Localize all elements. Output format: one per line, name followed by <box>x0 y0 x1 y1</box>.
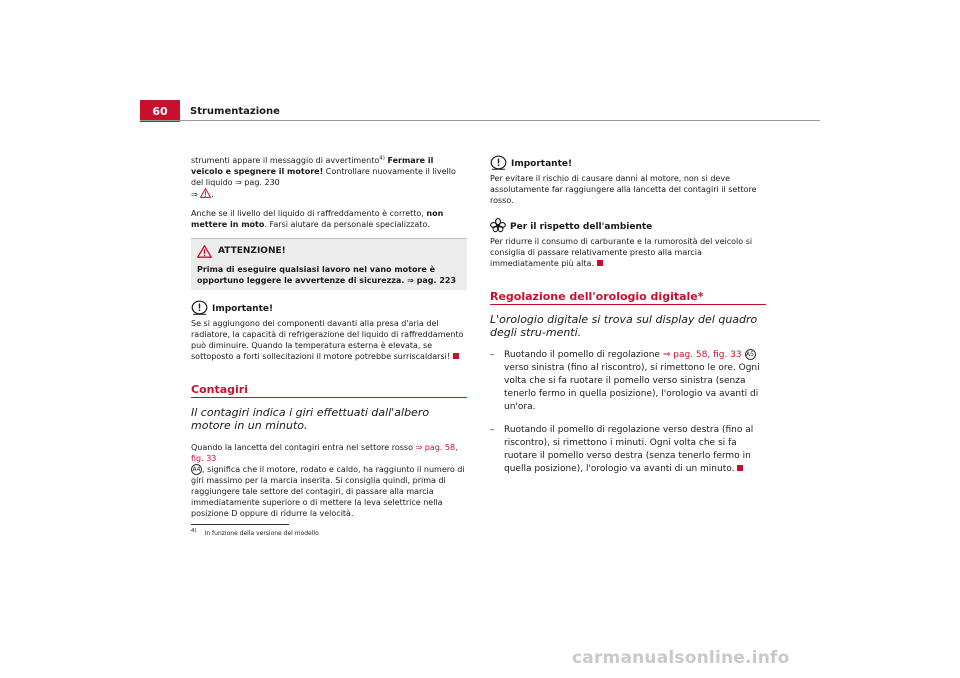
flower-icon <box>490 218 506 233</box>
text: Se si aggiungono dei componenti davanti alla presa d'aria del radiatore, la capacità di refrigerazione del liquido di raffreddamento può diminuire. Quando la temperatura esterna è elevata, se sottoposto a forti sollecitazioni il motore potrebbe surriscaldarsi! <box>191 319 464 361</box>
note-text <box>191 318 467 362</box>
text: Ruotando il pomello di regolazione verso destra (fino al riscontro), si rimettono i minuti. Ogni volta che si fa ruotare il pomello verso destra (senza tenerlo fermo in quella posizione), l'orologio va avanti di un minuto. <box>504 425 754 474</box>
important-note <box>191 300 467 362</box>
warning-triangle-icon <box>197 245 212 258</box>
paragraph-contagiri <box>191 442 467 519</box>
warning-title: ATTENZIONE! <box>218 246 286 256</box>
instruction-step-1 <box>490 349 766 414</box>
figure-label: A4 <box>192 466 201 473</box>
text: strumenti appare il messaggio di avvertimento <box>191 156 380 165</box>
note-header <box>490 218 766 233</box>
section-title-orologio: Regolazione dell'orologio digitale* <box>490 291 766 305</box>
step-text <box>504 424 766 476</box>
end-marker <box>453 353 459 359</box>
dash: – <box>490 350 495 360</box>
exclamation-circle-icon <box>191 300 208 315</box>
note-title: Importante! <box>511 159 573 169</box>
text: . <box>211 190 214 199</box>
section-subtitle: L'orologio digitale si trova sul display del quadro degli stru-menti. <box>490 313 758 339</box>
dash: – <box>490 425 495 435</box>
page-reference-link[interactable]: ⇒ pag. 58, fig. 33 <box>191 443 458 463</box>
left-column <box>191 155 467 527</box>
paragraph-coolant-warning <box>191 155 467 200</box>
footnote <box>191 530 319 537</box>
end-marker <box>597 260 603 266</box>
note-title: Importante! <box>212 304 274 314</box>
step-text <box>504 349 766 414</box>
footnote-rule <box>191 524 289 525</box>
header-title: Strumentazione <box>190 106 280 117</box>
end-marker <box>737 465 743 471</box>
figure-label: A5 <box>746 351 754 358</box>
important-note <box>490 155 766 206</box>
exclamation-circle-icon <box>490 155 507 170</box>
text: , significa che il motore, rodato e caldo, ha raggiunto il numero di giri massimo per la marcia inserita. Si consiglia quindi, prima di raggiungere tale settore del contagiri, di passare alla marcia immediatamente superiore o di mettere la leva selettrice nella posizione D oppure di ridurre la velocità. <box>191 465 465 518</box>
text: Prima di eseguire qualsiasi lavoro nel vano motore è opportuno leggere le avvertenze di sicurezza. <box>197 265 436 285</box>
section-title-contagiri: Contagiri <box>191 384 467 398</box>
section-subtitle: Il contagiri indica i giri effettuati dall'albero motore in un minuto. <box>191 406 430 432</box>
footnote-number: 4) <box>191 528 197 534</box>
page-reference-link[interactable]: ⇒ pag. 58, fig. 33 <box>662 350 742 360</box>
page-number: 60 <box>140 100 180 122</box>
note-header <box>490 155 766 170</box>
note-text: Per evitare il rischio di causare danni al motore, non si deve assolutamente far raggiungere alla lancetta del contagiri il settore rosso. <box>490 174 757 205</box>
warning-triangle-icon <box>200 188 211 198</box>
header-rule <box>140 120 820 121</box>
bold-text: non mettere in moto <box>191 209 444 229</box>
paragraph-coolant-ok <box>191 208 467 230</box>
warning-text <box>197 264 461 286</box>
text: Anche se il livello del liquido di raffreddamento è corretto, <box>191 209 427 218</box>
warning-box <box>191 238 467 290</box>
warning-header <box>197 245 461 258</box>
instruction-step-2 <box>490 424 766 476</box>
right-column <box>490 155 766 486</box>
page-reference[interactable]: ⇒ pag. 223 <box>407 276 457 285</box>
watermark: carmanualsonline.info <box>572 648 790 668</box>
page-reference[interactable]: ⇒ pag. 230 <box>235 178 280 187</box>
note-title: Per il rispetto dell'ambiente <box>510 222 653 232</box>
bold-text: Fermare il veicolo e spegnere il motore! <box>191 156 434 176</box>
text: Ruotando il pomello di regolazione <box>504 350 663 360</box>
environment-note <box>490 218 766 269</box>
footnote-marker: 4) <box>379 155 385 162</box>
footnote-text: In funzione della versione del modello <box>204 530 319 537</box>
text: Quando la lancetta del contagiri entra nel settore rosso <box>191 443 416 452</box>
note-header <box>191 300 467 315</box>
arrow: ⇒ <box>191 190 198 199</box>
text: Per ridurre il consumo di carburante e la rumorosità del veicolo si consiglia di passare relativamente presto alla marcia immediatamente più alta. <box>490 237 753 268</box>
note-text <box>490 236 766 269</box>
text: Controllare nuovamente il livello del liquido <box>191 167 456 187</box>
text: . Farsi aiutare da personale specializzato. <box>264 220 430 229</box>
text: verso sinistra (fino al riscontro), si rimettono le ore. Ogni volta che si fa ruotare il pomello verso sinistra (senza tenerlo fermo in quella posizione), l'orologio va avanti di un'ora. <box>504 363 760 412</box>
